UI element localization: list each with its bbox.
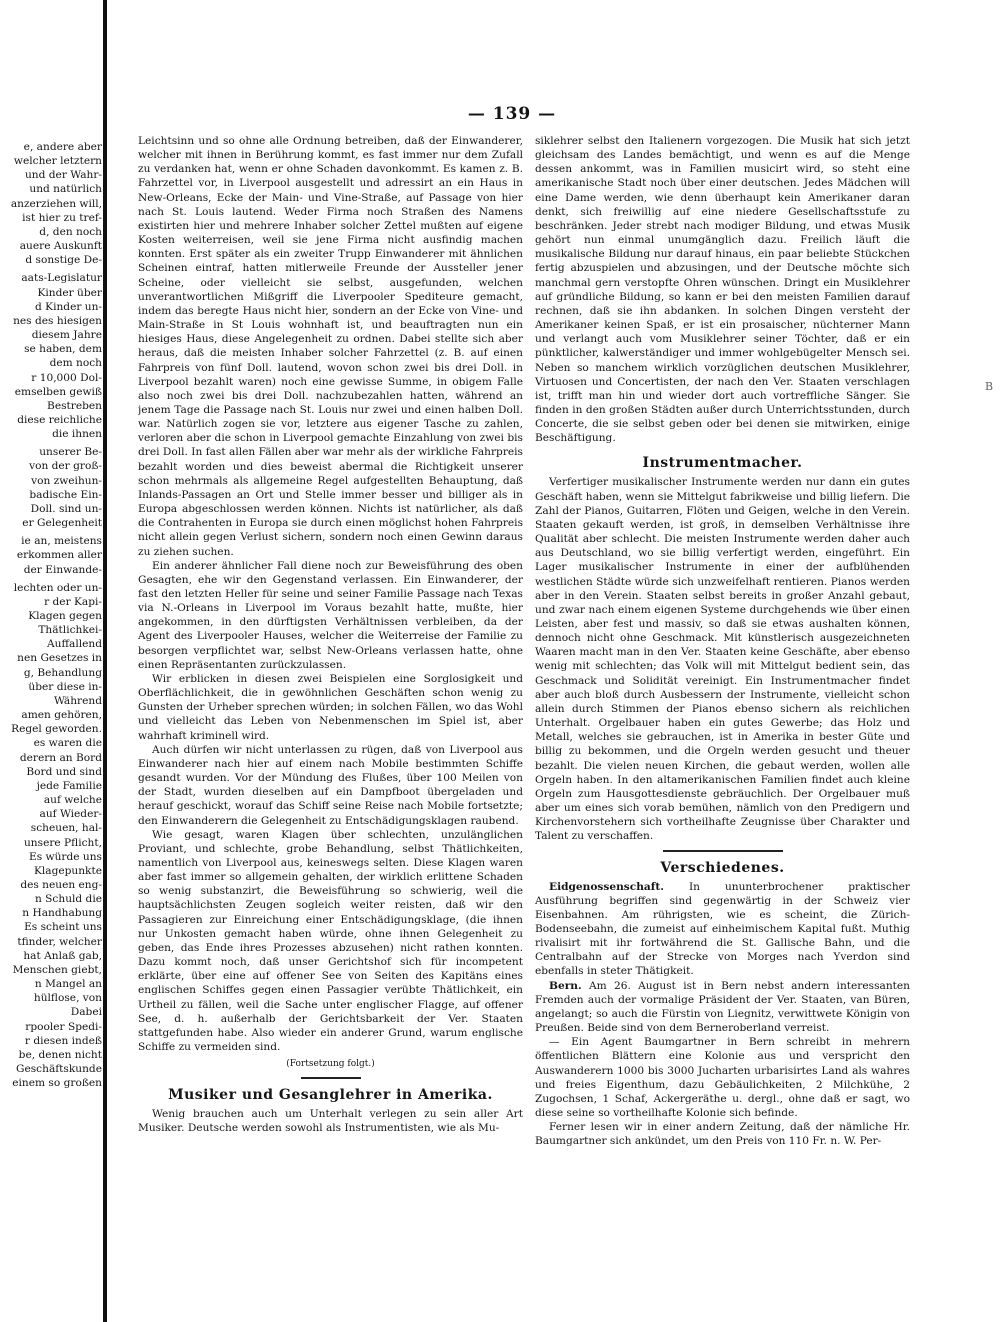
news-item-text: Am 26. August ist in Bern nebst andern interessanten Fremden auch der vormalige Präsident der Ver. Staaten, van Büren, angelangt; so auch die Fürstin von Liegnitz, verwittwete Königin von Preußen. Beide sind von dem Berneroberland verreist. bbox=[535, 979, 910, 1035]
fragment-line: n Mangel an bbox=[34, 978, 102, 991]
fragment-line: erkommen aller bbox=[16, 549, 102, 562]
fragment-line: n Schuld die bbox=[34, 893, 102, 906]
continuation-note: (Fortsetzung folgt.) bbox=[286, 1059, 375, 1070]
fragment-line: emselben gewiß bbox=[14, 385, 102, 398]
section-divider bbox=[301, 1077, 361, 1079]
fragment-line: hülflose, von bbox=[33, 992, 102, 1005]
section-heading-misc: Verschiedenes. bbox=[660, 859, 785, 876]
fragment-line: Bestreben bbox=[47, 399, 102, 412]
fragment-line: ist hier zu tref- bbox=[22, 211, 102, 224]
left-column-fragment bbox=[0, 140, 102, 1250]
article-paragraph: Wenig brauchen auch um Unterhalt verlegen zu sein aller Art Musiker. Deutsche werden sowohl als Instrumentisten, wie als Mu- bbox=[138, 1108, 523, 1135]
fragment-line: badische Ein- bbox=[29, 488, 102, 501]
fragment-line: die ihnen bbox=[52, 428, 102, 441]
fragment-line: Es scheint uns bbox=[24, 921, 102, 934]
fragment-line: diese reichliche bbox=[17, 413, 102, 426]
fragment-line: des neuen eng- bbox=[20, 878, 102, 891]
news-item bbox=[535, 880, 910, 979]
fragment-line: hat Anlaß gab, bbox=[23, 949, 102, 962]
fragment-line: welcher letztern bbox=[13, 155, 102, 168]
section-heading-musicians: Musiker und Gesanglehrer in Amerika. bbox=[168, 1087, 493, 1104]
fragment-line: n Handhabung bbox=[22, 907, 102, 920]
fragment-line: e, andere aber bbox=[23, 141, 102, 153]
fragment-line: Thätlichkei- bbox=[38, 624, 102, 637]
fragment-line: rpooler Spedi- bbox=[25, 1020, 102, 1033]
fragment-line: unsere Pflicht, bbox=[23, 836, 102, 849]
fragment-line: von zweihun- bbox=[31, 474, 102, 487]
fragment-line: ie an, meistens bbox=[21, 535, 102, 548]
fragment-line: der Einwande- bbox=[23, 563, 102, 576]
fragment-line: g, Behandlung bbox=[23, 666, 102, 679]
fragment-line: einem so großen bbox=[12, 1077, 102, 1090]
article-paragraph: Auch dürfen wir nicht unterlassen zu rügen, daß von Liverpool aus Einwanderer nach hier auf einem nach Mobile bestimmten Schiffe gesandt wurden. Vor der Mündung des Flußes, über 100 Meilen von der Stadt, wurden dieselben auf ein Dampfboot übergeladen und herauf geschickt, worauf das Schiff seine Reise nach Mobile fortsetzte; den Einwanderern die Gelegenheit zu Entschädigungsklagen raubend. bbox=[138, 743, 523, 827]
fragment-line: diesem Jahre bbox=[31, 329, 102, 342]
fragment-line: Menschen giebt, bbox=[12, 963, 102, 976]
fragment-line: lechten oder un- bbox=[13, 581, 102, 594]
article-paragraph: Verfertiger musikalischer Instrumente werden nur dann ein gutes Geschäft haben, wenn sie Mittelgut fabrikweise und billig liefern. Die Zahl der Pianos, Guitarren, Flöten und Geigen, welche in den Verein. Staaten gekauft werden, ist groß, in demselben Verhältnisse ihre Qualität aber schlecht. Die meisten Instrumente werden daher auch aus Deutschland, wo sie billig verfertigt werden, eingeführt. Ein Lager musikalischer Instrumente in einer der aufblühenden westlichen Städte würde sich unzweifelhaft rentieren. Pianos werden aber in den Verein. Staaten selbst bereits in großer Anzahl gebaut, und zwar nach einem eigenen Systeme durchgehends wie über einen Leisten, aber fest und massiv, so daß sie etwas aushalten können, dennoch nicht ohne Geschmack. Mit künstlerisch ausgezeichneten Waaren macht man in den Ver. Staaten keine Geschäfte, aber ebenso wenig mit schlechten; das Volk will mit Mittelgut bedient sein, das Geschmack und Solidität vereinigt. Ein Instrumentmacher findet aber auch bloß durch Ausbessern der Instrumente, vielleicht schon allein durch Stimmen der Pianos ebenso sichern als reichlichen Unterhalt. Orgelbauer haben ein gutes Gewerbe; das Holz und Metall, welches sie gebrauchen, ist in Amerika in bester Güte und billig zu bekommen, und die Orgeln werden gesucht und theuer bezahlt. Die vielen neuen Kirchen, die gebaut werden, wollen alle Orgeln haben. In den altamerikanischen Familien findet auch kleine Orgeln zum Hausgottesdienste gebräuchlich. Der Orgelbauer muß aber um eines sich vorab bemühen, nämlich von den Predigern und Kirchenvorstehern sich vortheilhafte Zeugnisse über Charakter und Talent zu verschaffen. bbox=[535, 476, 910, 843]
fragment-line: Dabei bbox=[70, 1006, 102, 1019]
fragment-line: nen Gesetzes in bbox=[17, 652, 102, 665]
fragment-line: und der Wahr- bbox=[24, 169, 102, 182]
fragment-line: nes des hiesigen bbox=[13, 314, 102, 327]
fragment-line: d, den noch bbox=[39, 225, 102, 238]
article-paragraph: Ein anderer ähnlicher Fall diene noch zur Beweisführung des oben Gesagten, ehe wir den Gegenstand verlassen. Ein Einwanderer, der fast den letzten Heller für seine und seiner Familie Passage nach Texas via N.-Orleans in Liverpool im Voraus bezahlt hatte, mußte, hier angekommen, in den dürftigsten Verhältnissen verbleiben, da der Agent des Liverpooler Hauses, welcher die Weiterreise der Familie zu besorgen verpflichtet war, selbst New-Orleans verlassen hatte, ohne einen Repräsentanten zurückzulassen. bbox=[138, 559, 523, 671]
news-item: — Ein Agent Baumgartner in Bern schreibt in mehrern öffentlichen Blättern eine Kolonie aus und verspricht den Auswanderern 1000 bis 3000 Jucharten urbarisirtes Land als wahres und freies Eigenthum, dazu Gebäulichkeiten, 2 Milchkühe, 2 Zugochsen, 1 Schaf, Ackergeräthe u. dergl., ohne daß er sagt, wo diese seine so vortheilhafte Kolonie sich befinde. bbox=[535, 1036, 910, 1119]
fragment-line: auf Wieder- bbox=[39, 808, 102, 821]
article-paragraph: Wie gesagt, waren Klagen über schlechten, unzulänglichen Proviant, und schlechte, grobe Behandlung, selbst Thätlichkeiten, namentlich von Liverpool aus, keineswegs selten. Diese Klagen waren aber fast immer so allgemein gehalten, der wirklich erlittene Schaden so wenig substanzirt, die Beweisführung so schwierig, weil die hauptsächlichsten Zeugen sogleich weiter reisten, daß wir den Passagieren zur Einreichung einer Entschädigungsklage, (die ihnen nur Unkosten gemacht haben würde, ohne ihnen Gelegenheit zu geben, das Ende ihres Prozesses abzusehen) nicht rathen konnten. Dazu kommt noch, daß unser Gerichtshof sich für incompetent erklärte, über eine auf offener See von Seiten des Kapitäns eines englischen Schiffes gegen einen Passagier verübte Thätlichkeit, ein Urtheil zu fällen, weil die Sache unter englischer Flagge, auf offener See, d. h. außerhalb der Gerichtsbarkeit der Ver. Staaten stattgefunden habe. Also wieder ein anderer Grund, warum englische Schiffe zu vermeiden sind. bbox=[138, 828, 523, 1053]
article-paragraph: siklehrer selbst den Italienern vorgezogen. Die Musik hat sich jetzt gleichsam des Landes bemächtigt, und wenn es auf die Menge dessen ankommt, was in Familien musicirt wird, so steht eine amerikanische Stadt noch über einer deutschen. Jedes Mädchen will eine Dame werden, wie denn überhaupt kein Amerikaner daran denkt, sich freiwillig auf eine niedere Gesellschaftsstufe zu beschränken. Jeder strebt nach modiger Bildung, und etwas Musik gehört nun einmal unumgänglich dazu. Freilich läuft die musikalische Bildung nur darauf hinaus, ein paar beliebte Stückchen fertig abzuspielen und abzusingen, und der Deutsche möchte sich manchmal gern verstopfte Ohren wünschen. Dringt ein Musiklehrer auf gründliche Bildung, so kann er bei den meisten Familien darauf rechnen, daß sie ihn abdanken. In solchen Dingen versteht der Amerikaner keinen Spaß, er ist ein prosaischer, nüchterner Mann und verlangt auch vom Musiklehrer seiner Töchter, daß er ein pünktlicher, kalwerständiger und immer wohlgebügelter Mensch sei. Neben so manchem wirklich vorzüglichen deutschen Musiklehrer, Virtuosen und Concertisten, der nach den Ver. Staaten verschlagen ist, trifft man hin und wieder dort auch vortreffliche Sänger. Sie finden in den großen Städten außer durch Unterrichtsstunden, durch Concerte, die sie selbst geben oder bei denen sie mitwirken, einige Beschäftigung. bbox=[535, 135, 910, 445]
news-item-text: In ununterbrochener praktischer Ausführung begriffen sind gegenwärtig in der Schweiz vier Eisenbahnen. Am rührigsten, wie es scheint, die Zürich-Bodenseebahn, die zumeist auf einheimischem Kapital fußt. Muthig rivalisirt mit ihr fortwährend die St. Gallische Bahn, und die Centralbahn auf der Strecke von Morges nach Yverdon sind ebenfalls in steter Thätigkeit. bbox=[535, 880, 910, 978]
section-divider bbox=[663, 850, 783, 852]
fragment-line: r der Kapi- bbox=[44, 595, 102, 608]
fragment-line: be, denen nicht bbox=[18, 1048, 102, 1061]
fragment-line: anzerziehen will, bbox=[10, 197, 102, 210]
fragment-line: d sonstige De- bbox=[25, 254, 102, 267]
section-heading-instruments: Instrumentmacher. bbox=[642, 455, 803, 472]
news-item: Ferner lesen wir in einer andern Zeitung, daß der nämliche Hr. Baumgartner sich ankündet, um den Preis von 110 Fr. n. W. Per- bbox=[535, 1121, 910, 1148]
fragment-line: über diese in- bbox=[28, 680, 102, 693]
fragment-line: Bord und sind bbox=[26, 765, 102, 778]
fragment-line: es waren die bbox=[33, 737, 102, 750]
right-column bbox=[535, 134, 910, 1224]
fragment-line: er Gelegenheit bbox=[22, 517, 102, 530]
fragment-line: jede Familie bbox=[36, 779, 102, 792]
fragment-line: Auffallend bbox=[47, 638, 102, 651]
fragment-line: Doll. sind un- bbox=[30, 502, 102, 515]
fragment-line: von der groß- bbox=[29, 460, 102, 473]
article-paragraph: Wir erblicken in diesen zwei Beispielen eine Sorglosigkeit und Oberflächlichkeit, die in gewöhnlichen Geschäften schon wenig zu Gunsten der Urheber sprechen würden; in solchen Fällen, wo das Wohl und vielleicht das Leben von Nebenmenschen im Spiel ist, aber wahrhaft kriminell wird. bbox=[138, 672, 523, 742]
fragment-line: d Kinder un- bbox=[35, 300, 102, 313]
fragment-line: dem noch bbox=[49, 357, 102, 370]
middle-column bbox=[138, 134, 523, 1204]
fragment-line: aats-Legislatur bbox=[21, 272, 102, 285]
page-number: — 139 — bbox=[467, 104, 557, 124]
fragment-line: Klagepunkte bbox=[33, 864, 102, 877]
fragment-line: r 10,000 Dol- bbox=[31, 371, 102, 384]
page-edge-mark: B bbox=[985, 380, 994, 393]
fragment-line: auere Auskunft bbox=[19, 240, 102, 253]
fragment-line: amen gehören, bbox=[21, 709, 102, 722]
fragment-line: r diesen indeß bbox=[24, 1034, 102, 1047]
fragment-line: Während bbox=[53, 694, 102, 707]
news-item-label: Bern. bbox=[549, 979, 582, 992]
fragment-line: unserer Be- bbox=[39, 446, 102, 459]
news-item-label: Eidgenossenschaft. bbox=[549, 880, 664, 893]
fragment-line: tfinder, welcher bbox=[17, 935, 102, 948]
fragment-line: derern an Bord bbox=[19, 751, 102, 764]
article-paragraph: Leichtsinn und so ohne alle Ordnung betreiben, daß der Einwanderer, welcher mit ihnen in Berührung kommt, es fast immer nur dem Zufall zu verdanken hat, wenn er ohne Schaden davonkommt. Es kamen z. B. Fahrzettel vor, in Liverpool ausgestellt und adressirt an ein Haus in New-Orleans, Ecke der Main- und Vine-Straße, auf Passage von hier nach St. Louis lautend. Weder Firma noch Straßen des Namens existirten hier und mehrere Inhaber solcher Zettel mußten auf eigene Kosten weiterreisen, weil sie jene Firma nicht ausfindig machen konnten. Erst später als ein zweiter Trupp Einwanderer mit ähnlichen Scheinen eintraf, hatten mitlerweile Freunde der Aussteller jener Scheine, oder vielleicht sie selbst, ausgefunden, welchen unverantwortlichen Mißgriff die Liverpooler Spediteure gemacht, indem das beregte Haus nicht hier, sondern an der Ecke von Vine- und Main-Straße in St Louis wohnhaft ist, und beauftragten nun ein hiesiges Haus, diese Angelegenheit zu ordnen. Dabei stellte sich aber heraus, daß die meisten Inhaber solcher Fahrzettel (z. B. auf einen Fahrpreis von fünf Doll. lautend, wovon schon zwei bis drei Doll. in Liverpool bezahlt waren) noch eine gewisse Summe, in obigem Falle also noch zwei bis drei Doll. nachzubezahlen hatten, während an jenem Tage die Passage nach St. Louis nur zwei und einen halben Doll. war. Natürlich zogen sie vor, letztere aus eigener Tasche zu zahlen, verloren aber die schon in Liverpool gemachte Einzahlung von zwei bis drei Doll. In fast allen Fällen aber war mehr als der wirkliche Fahrpreis bezahlt worden und dies beweist abermal die Richtigkeit unserer schon mehrmals als allgemeine Regel aufgestellten Behauptung, daß Inlands-Passagen an Ort und Stelle immer besser und billiger als in Europa abgeschlossen werden können. Nichts ist natürlicher, als daß die Contrahenten in Europa sie durch einen möglichst hohen Fahrpreis nicht allein gegen Verlust sichern, sondern noch einen Gewinn daraus zu ziehen suchen. bbox=[138, 135, 523, 558]
fragment-line: Regel geworden. bbox=[11, 723, 102, 736]
fragment-line: Geschäftskunde bbox=[16, 1063, 102, 1075]
fragment-line: Klagen gegen bbox=[28, 610, 102, 622]
fragment-line: Kinder über bbox=[37, 286, 102, 299]
fragment-line: und natürlich bbox=[29, 183, 102, 196]
news-item bbox=[535, 979, 910, 1036]
binding-gutter-line bbox=[103, 0, 107, 1322]
fragment-line: Es würde uns bbox=[29, 850, 102, 863]
fragment-line: se haben, dem bbox=[24, 343, 102, 356]
fragment-line: auf welche bbox=[43, 794, 102, 807]
fragment-line: scheuen, hal- bbox=[30, 822, 102, 835]
